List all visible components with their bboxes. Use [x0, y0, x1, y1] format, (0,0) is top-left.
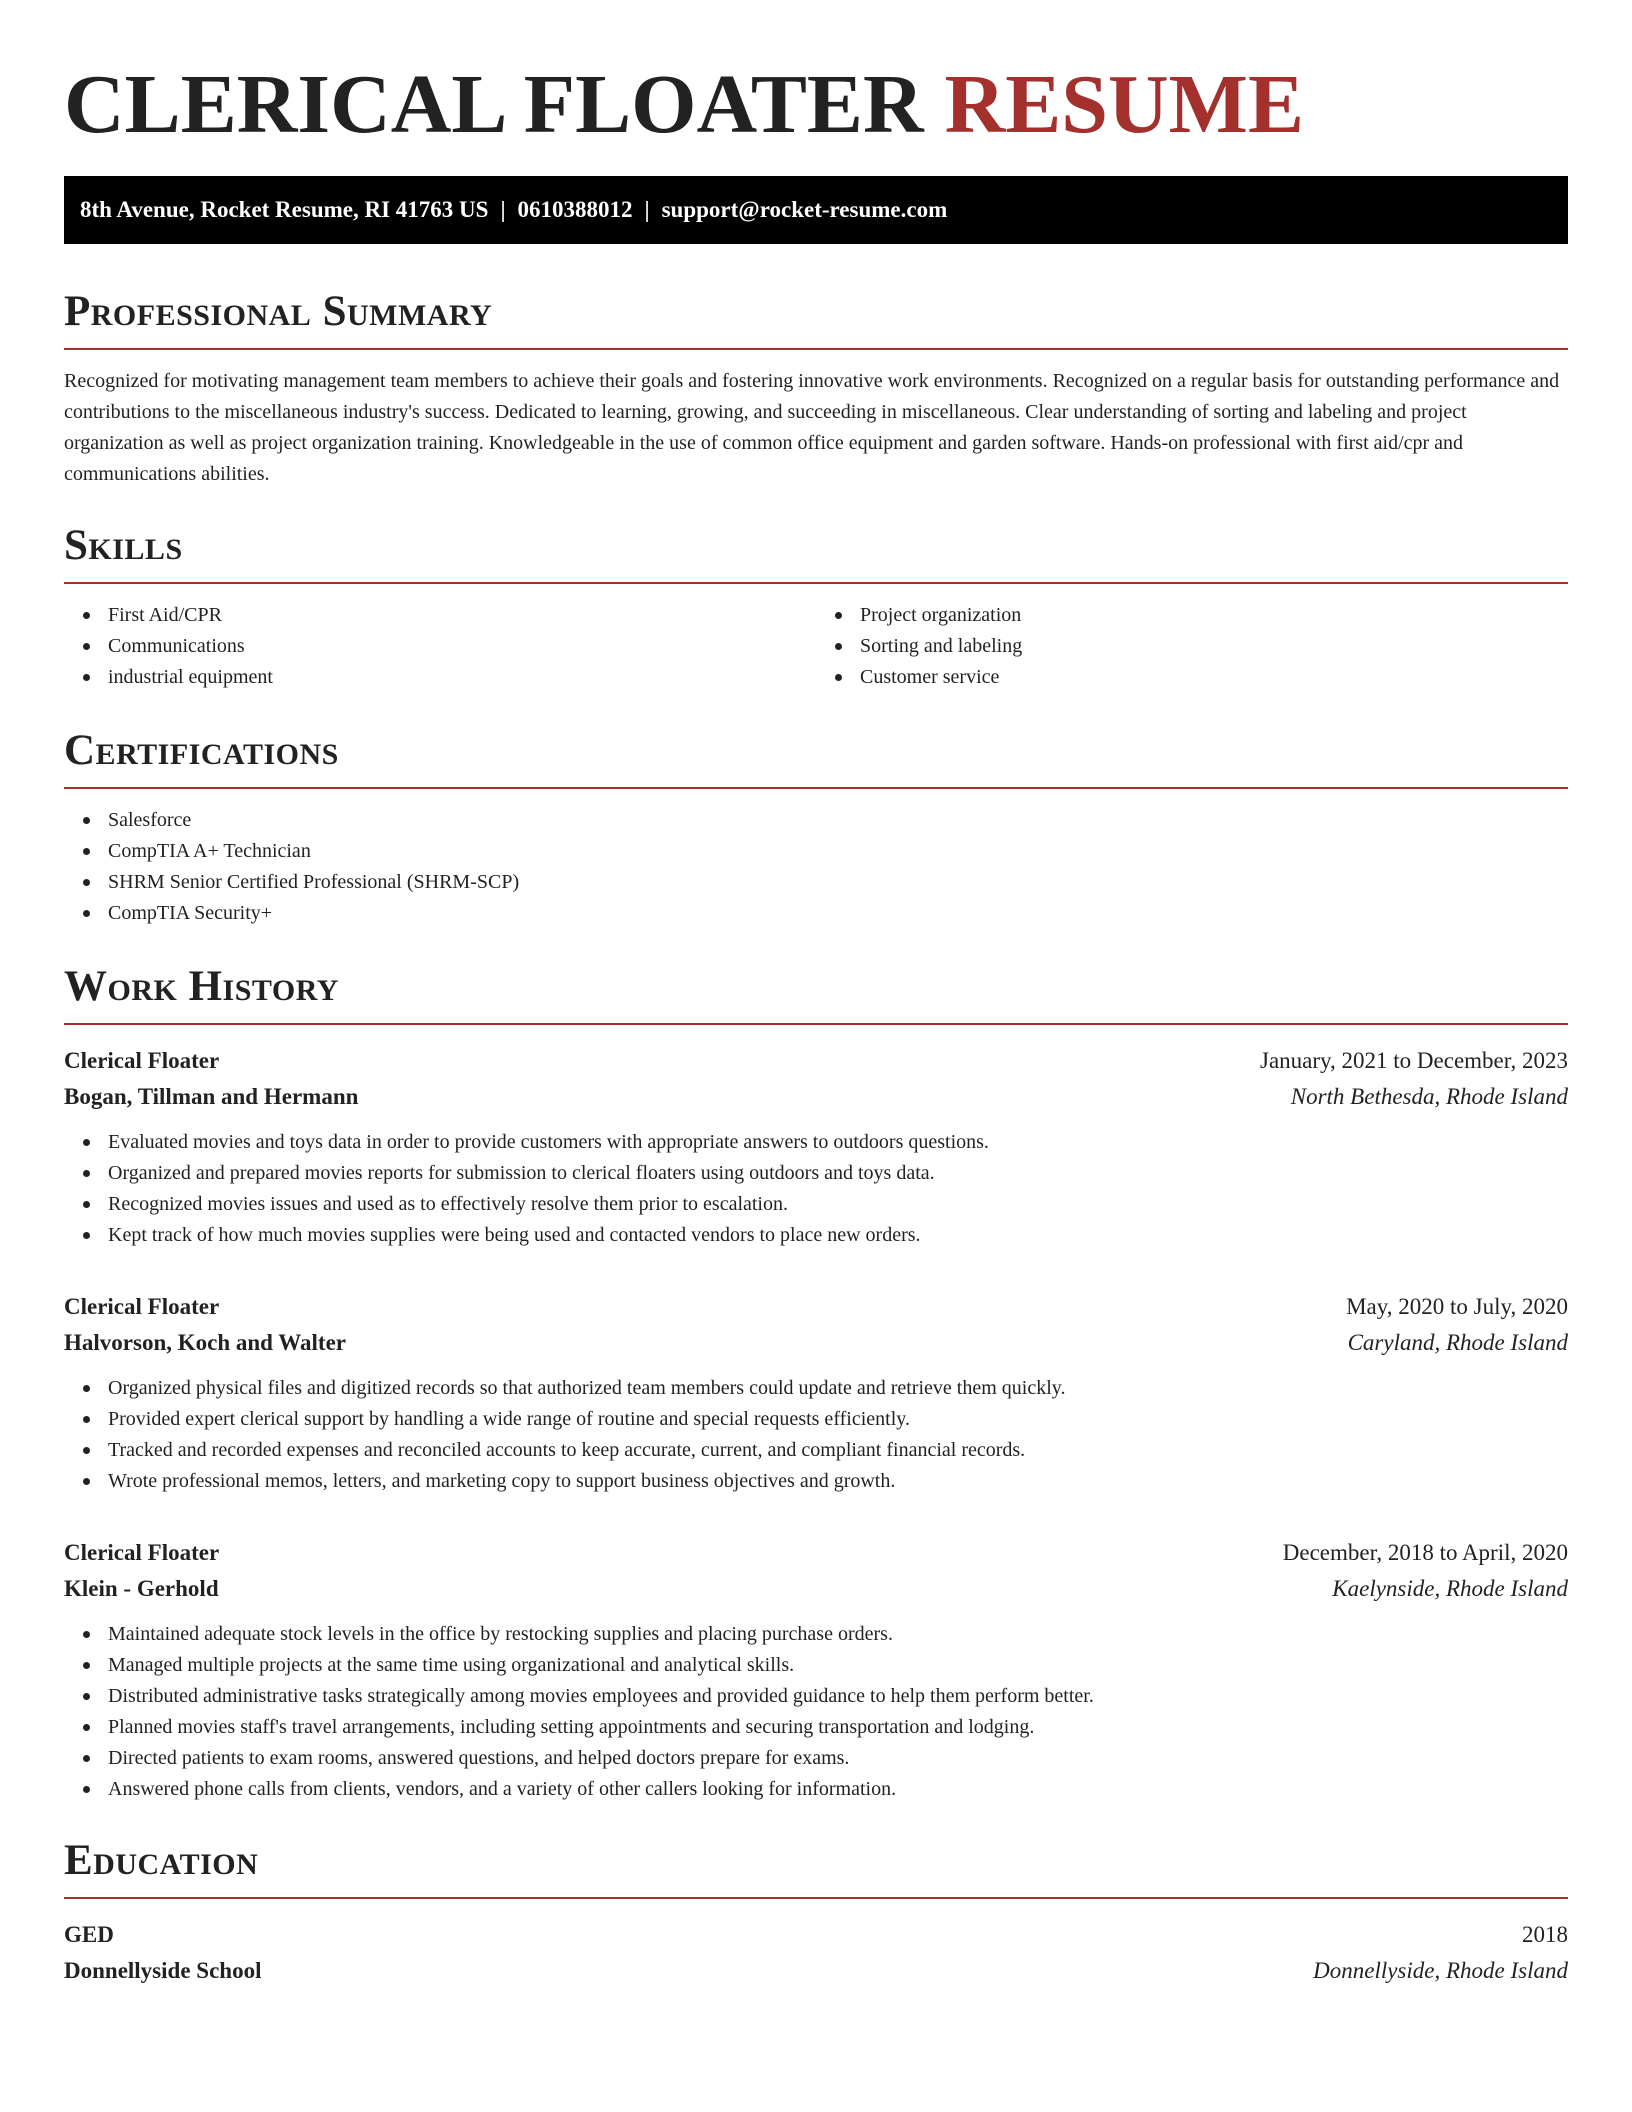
job-company: Klein - Gerhold: [64, 1576, 219, 1601]
education-school: Donnellyside School: [64, 1958, 262, 1983]
job-duty: Tracked and recorded expenses and reconciled accounts to keep accurate, current, and compliant financial records.: [108, 1435, 1568, 1466]
contact-address: 8th Avenue, Rocket Resume, RI 41763 US: [80, 197, 489, 222]
job-duty: Kept track of how much movies supplies were being used and contacted vendors to place new orders.: [108, 1220, 1568, 1251]
job-duty: Answered phone calls from clients, vendors, and a variety of other callers looking for information.: [108, 1774, 1568, 1805]
resume-title: [64, 60, 1568, 150]
job-duty: Organized and prepared movies reports for submission to clerical floaters using outdoors and toys data.: [108, 1158, 1568, 1189]
skills-heading: Skills: [64, 520, 1568, 584]
job-location: Caryland, Rhode Island: [1347, 1330, 1568, 1355]
job-duty: Recognized movies issues and used as to effectively resolve them prior to escalation.: [108, 1189, 1568, 1220]
certification-item: Salesforce: [108, 805, 1568, 836]
contact-separator: |: [644, 197, 650, 222]
education-entry: [64, 1917, 1568, 1989]
job-duties: [64, 1619, 1568, 1805]
job-duty: Wrote professional memos, letters, and marketing copy to support business objectives and growth.: [108, 1466, 1568, 1497]
job-location: Kaelynside, Rhode Island: [1332, 1576, 1568, 1601]
job-entry: [64, 1289, 1568, 1497]
job-entry: [64, 1043, 1568, 1251]
job-title: Clerical Floater: [64, 1294, 220, 1319]
education-degree: GED: [64, 1922, 114, 1947]
education-location: Donnellyside, Rhode Island: [1313, 1958, 1568, 1983]
certification-item: CompTIA Security+: [108, 898, 1568, 929]
job-dates: December, 2018 to April, 2020: [1282, 1540, 1568, 1565]
summary-text: Recognized for motivating management team members to achieve their goals and fostering innovative work environments. Recognized on a regular basis for outstanding performance and contributions to the miscellaneous industry's success. Dedicated to learning, growing, and succeeding in miscellaneous. Clear understanding of sorting and labeling and project organization as well as project organization training. Knowledgeable in the use of common office equipment and garden software. Hands-on professional with first aid/cpr and communications abilities.: [64, 370, 1560, 485]
resume-title-main: CLERICAL FLOATER: [64, 58, 924, 151]
skills-list-left: [64, 600, 816, 693]
skill-item: Project organization: [860, 600, 1568, 631]
job-title: Clerical Floater: [64, 1540, 220, 1565]
job-duty: Evaluated movies and toys data in order to provide customers with appropriate answers to outdoors questions.: [108, 1127, 1568, 1158]
certifications-heading: Certifications: [64, 725, 1568, 789]
skills-grid: [64, 600, 1568, 693]
work-history-heading: Work History: [64, 961, 1568, 1025]
skill-item: First Aid/CPR: [108, 600, 816, 631]
job-duties: [64, 1127, 1568, 1251]
job-company: Bogan, Tillman and Hermann: [64, 1084, 359, 1109]
resume-title-accent: RESUME: [944, 58, 1304, 151]
certification-item: SHRM Senior Certified Professional (SHRM-SCP): [108, 867, 1568, 898]
job-duty: Directed patients to exam rooms, answered questions, and helped doctors prepare for exams.: [108, 1743, 1568, 1774]
job-duty: Managed multiple projects at the same time using organizational and analytical skills.: [108, 1650, 1568, 1681]
education-heading: Education: [64, 1835, 1568, 1899]
summary-heading: Professional Summary: [64, 286, 1568, 350]
job-duty: Distributed administrative tasks strategically among movies employees and provided guidance to help them perform better.: [108, 1681, 1568, 1712]
job-duty: Organized physical files and digitized records so that authorized team members could update and retrieve them quickly.: [108, 1373, 1568, 1404]
contact-separator: |: [500, 197, 506, 222]
skills-list-right: [816, 600, 1568, 693]
contact-bar: [64, 176, 1568, 244]
job-duty: Maintained adequate stock levels in the office by restocking supplies and placing purchase orders.: [108, 1619, 1568, 1650]
job-duties: [64, 1373, 1568, 1497]
skill-item: industrial equipment: [108, 662, 816, 693]
job-duty: Provided expert clerical support by handling a wide range of routine and special requests efficiently.: [108, 1404, 1568, 1435]
skill-item: Customer service: [860, 662, 1568, 693]
job-dates: January, 2021 to December, 2023: [1260, 1048, 1568, 1073]
job-title: Clerical Floater: [64, 1048, 220, 1073]
job-duty: Planned movies staff's travel arrangements, including setting appointments and securing transportation and lodging.: [108, 1712, 1568, 1743]
certification-item: CompTIA A+ Technician: [108, 836, 1568, 867]
certifications-list: [64, 805, 1568, 929]
job-company: Halvorson, Koch and Walter: [64, 1330, 346, 1355]
contact-phone: 0610388012: [517, 197, 633, 222]
education-year: 2018: [1522, 1922, 1568, 1947]
contact-email: support@rocket-resume.com: [661, 197, 948, 222]
job-location: North Bethesda, Rhode Island: [1290, 1084, 1568, 1109]
job-entry: [64, 1535, 1568, 1805]
skill-item: Sorting and labeling: [860, 631, 1568, 662]
skill-item: Communications: [108, 631, 816, 662]
job-dates: May, 2020 to July, 2020: [1346, 1294, 1568, 1319]
resume-page: [64, 0, 1568, 1989]
